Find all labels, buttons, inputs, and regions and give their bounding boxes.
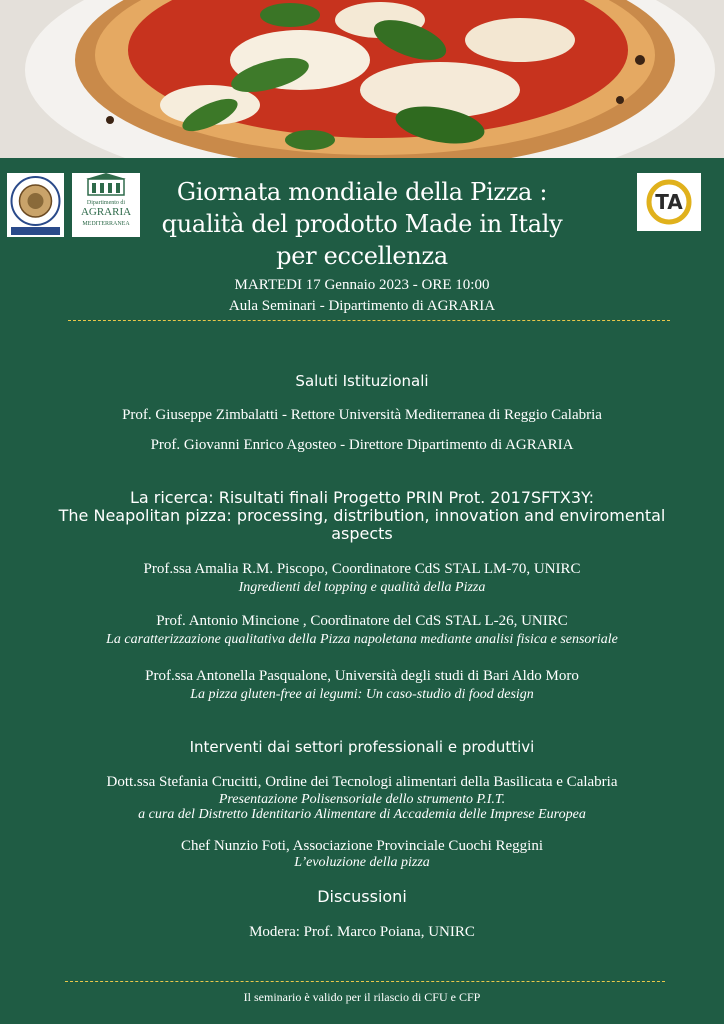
saluti-heading: Saluti Istituzionali (295, 372, 429, 390)
footer-note: Il seminario è valido per il rilascio di CFU e CFP (243, 990, 481, 1004)
ricerca-heading-line-3: aspects (331, 524, 393, 543)
ricerca-heading-line-2: The Neapolitan pizza: processing, distribution, innovation and enviromental (58, 506, 666, 525)
talk-topic-2: La caratterizzazione qualitativa della Pizza napoletana mediante analisi fisica e sensoriale (106, 632, 618, 647)
dept-label-3: MEDITERRANEA (82, 221, 130, 227)
saluti-line-1: Prof. Giuseppe Zimbalatti - Rettore Università Mediterranea di Reggio Calabria (122, 407, 602, 423)
ta-logo-text: TA (655, 190, 683, 214)
discussioni-heading: Discussioni (317, 887, 407, 906)
intervento-speaker-2: Chef Nunzio Foti, Associazione Provinciale Cuochi Reggini (180, 838, 544, 854)
moderator-line: Modera: Prof. Marco Poiana, UNIRC (249, 924, 475, 940)
ricerca-heading-line-1: La ricerca: Risultati finali Progetto PRIN Prot. 2017SFTX3Y: (129, 488, 595, 507)
talk-speaker-3: Prof.ssa Antonella Pasqualone, Università degli studi di Bari Aldo Moro (145, 668, 579, 684)
dept-label-2: AGRARIA (80, 206, 132, 218)
title-line-3: per eccellenza (276, 242, 448, 270)
intervento-topic-2: L’evoluzione della pizza (294, 855, 430, 870)
event-venue: Aula Seminari - Dipartimento di AGRARIA (228, 298, 496, 314)
title-line-2: qualità del prodotto Made in Italy (161, 210, 563, 238)
event-title (150, 176, 574, 272)
agraria-department-logo (72, 173, 140, 237)
intervento-speaker-1: Dott.ssa Stefania Crucitti, Ordine dei Tecnologi alimentari della Basilicata e Calabria (106, 774, 618, 790)
talk-speaker-2: Prof. Antonio Mincione , Coordinatore del CdS STAL L-26, UNIRC (156, 613, 568, 629)
event-date: MARTEDI 17 Gennaio 2023 - ORE 10:00 (234, 277, 490, 293)
intervento-topic-1a: Presentazione Polisensoriale dello strumento P.I.T. (218, 792, 506, 807)
ricerca-heading (0, 489, 724, 543)
talk-topic-1: Ingredienti del topping e qualità della Pizza (238, 580, 486, 595)
pizza-photo (0, 0, 724, 158)
university-seal-logo (7, 173, 64, 237)
intervento-topic-1b: a cura del Distretto Identitario Alimentare di Accademia delle Imprese Europea (138, 807, 586, 822)
saluti-line-2: Prof. Giovanni Enrico Agosteo - Direttore Dipartimento di AGRARIA (150, 437, 574, 453)
interventi-heading: Interventi dai settori professionali e produttivi (189, 738, 535, 756)
ta-logo (637, 173, 701, 231)
divider-top (68, 320, 670, 321)
title-line-1: Giornata mondiale della Pizza : (176, 178, 548, 206)
dept-label-1: Dipartimento di (86, 200, 126, 206)
talk-topic-3: La pizza gluten-free ai legumi: Un caso-studio di food design (190, 687, 534, 702)
talk-speaker-1: Prof.ssa Amalia R.M. Piscopo, Coordinatore CdS STAL LM-70, UNIRC (143, 561, 581, 577)
divider-bottom (65, 981, 665, 982)
